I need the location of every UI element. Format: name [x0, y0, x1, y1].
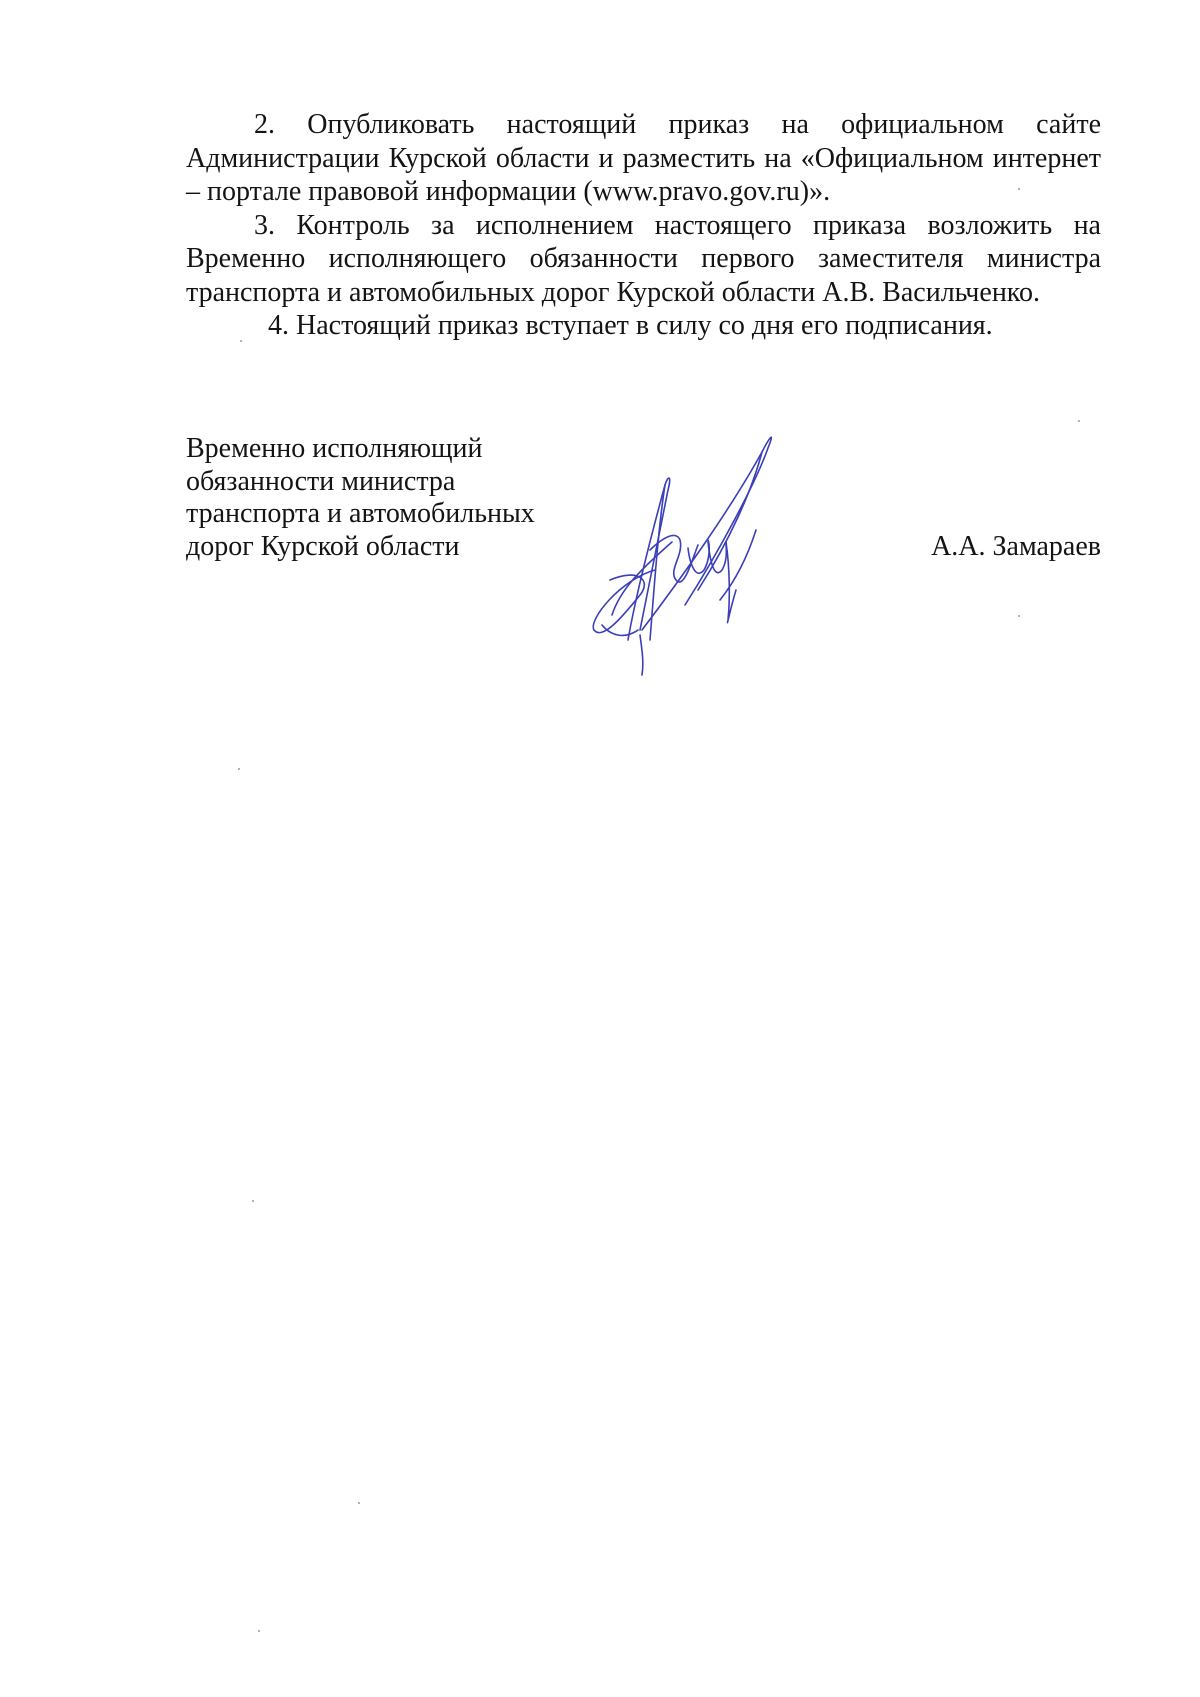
scan-speck — [258, 1630, 260, 1632]
scan-speck — [358, 1502, 360, 1504]
paragraph-effective-date: 4. Настоящий приказ вступает в силу со дня его подписания. — [268, 310, 993, 341]
handwritten-signature — [580, 430, 850, 680]
scan-speck — [240, 340, 242, 342]
scan-speck — [252, 1200, 254, 1202]
signatory-title-line: Временно исполняющий — [186, 433, 483, 464]
signatory-title — [186, 433, 606, 563]
scan-speck — [1078, 420, 1080, 422]
signatory-title-line: транспорта и автомобильных — [186, 498, 535, 529]
signatory-name: А.А. Замараев — [931, 531, 1101, 562]
signatory-title-line: дорог Курской области — [186, 530, 460, 562]
scan-speck — [1018, 615, 1020, 617]
paragraph-publication: 2. Опубликовать настоящий приказ на официальном сайте Администрации Курской области и разместить на «Официальном интернет – портале правовой информации (www.pravo.gov.ru)». — [186, 109, 1101, 207]
scan-speck — [1018, 188, 1020, 190]
signatory-title-line: обязанности министра — [186, 465, 456, 497]
paragraph-control: 3. Контроль за исполнением настоящего приказа возложить на Временно исполняющего обязанности первого заместителя министра транспорта и автомобильных дорог Курской области А.В. Васильченко. — [186, 209, 1101, 308]
scan-speck — [238, 768, 240, 770]
order-body — [186, 108, 1101, 343]
